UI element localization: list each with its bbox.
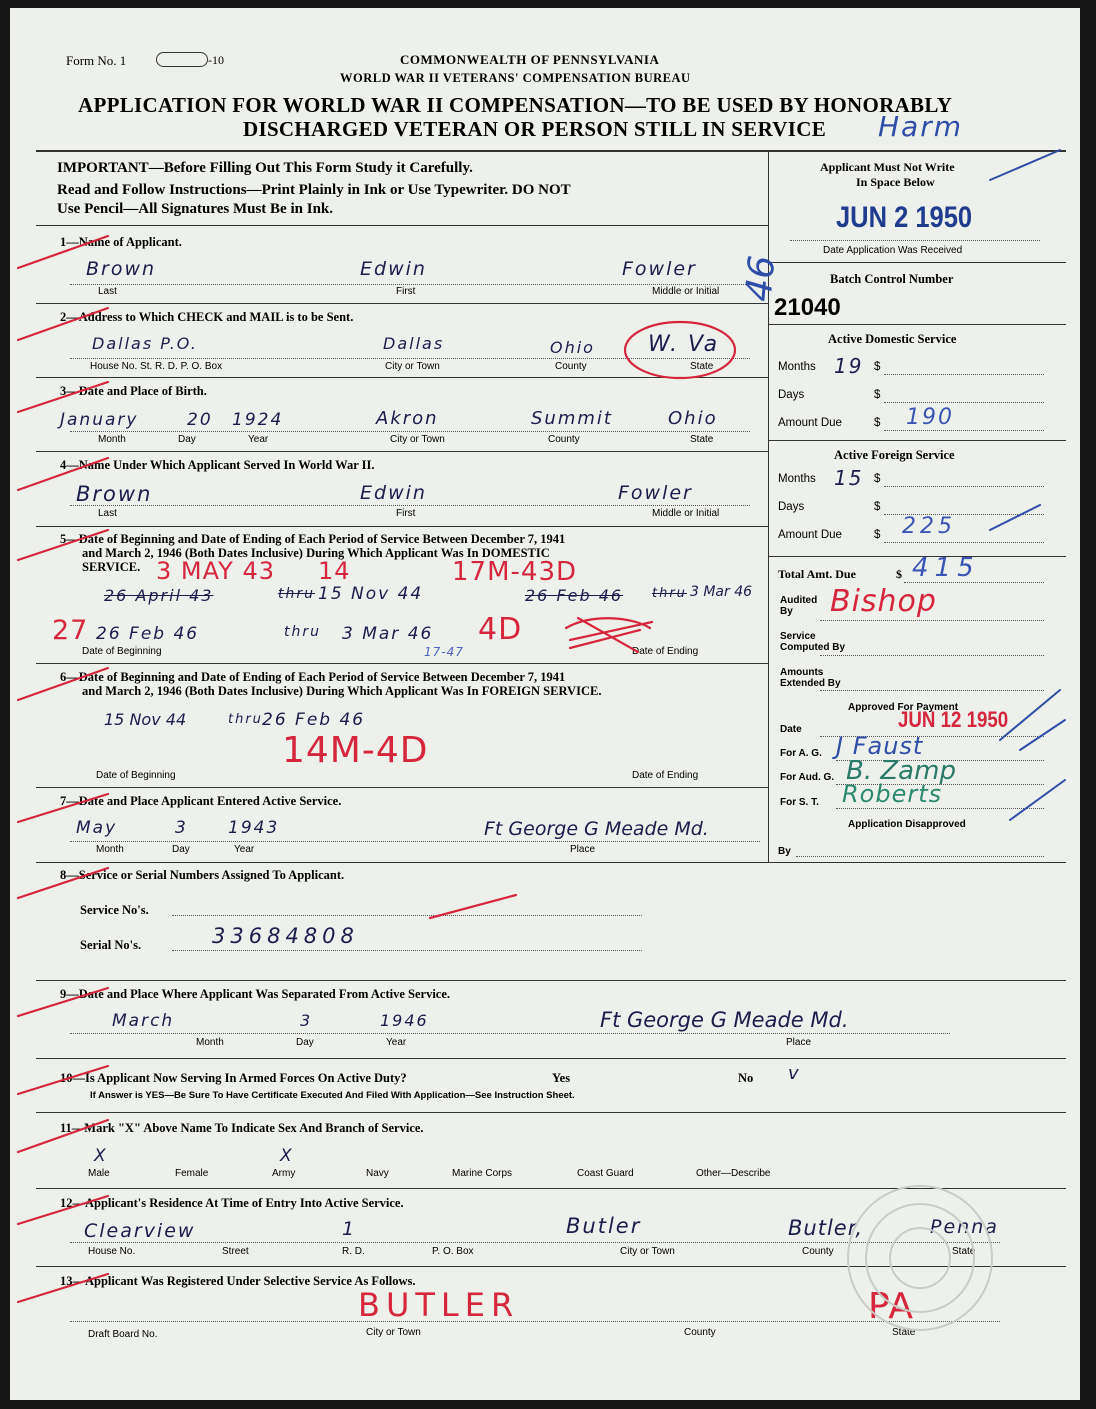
q8-label: 8—Service or Serial Numbers Assigned To Applicant. bbox=[60, 868, 345, 882]
dom-amount-label: Amount Due bbox=[778, 417, 842, 429]
q13-caption-city: City or Town bbox=[366, 1327, 421, 1338]
audited-label: Audited bbox=[780, 595, 818, 606]
q12-street: 1 bbox=[342, 1218, 357, 1240]
q3-caption-year: Year bbox=[248, 434, 269, 445]
q7-day: 3 bbox=[175, 818, 188, 838]
st-signature: Roberts bbox=[842, 780, 943, 808]
dom-days-dollar: $ bbox=[874, 389, 881, 401]
computed-by-label: Computed By bbox=[780, 642, 845, 653]
check-mark-q12 bbox=[18, 1196, 108, 1224]
q11-male: Male bbox=[88, 1168, 110, 1179]
q3-label: 3—Date and Place of Birth. bbox=[60, 384, 207, 398]
q3-caption-county: County bbox=[548, 434, 580, 445]
q1-last-name: Brown bbox=[86, 258, 157, 280]
total-dollar: $ bbox=[896, 567, 902, 581]
q7-month: May bbox=[76, 818, 118, 838]
q3-city: Akron bbox=[376, 408, 439, 429]
check-mark-q4 bbox=[18, 458, 108, 490]
q13-caption-board: Draft Board No. bbox=[88, 1329, 158, 1340]
st-label: For S. T. bbox=[780, 797, 819, 808]
approved-date-stamp: JUN 12 1950 bbox=[898, 707, 1009, 732]
for-amount-value: 225 bbox=[902, 514, 956, 539]
q4-caption-first: First bbox=[396, 508, 416, 519]
q12-caption-county: County bbox=[802, 1246, 834, 1257]
computed-label: Service bbox=[780, 631, 816, 642]
sidebar-heading2: In Space Below bbox=[856, 175, 935, 189]
q4-first-name: Edwin bbox=[360, 482, 427, 504]
service-no-dash bbox=[430, 895, 516, 918]
q6-entry-thru: thru bbox=[228, 712, 263, 727]
total-label: Total Amt. Due bbox=[778, 567, 856, 581]
q11-male-mark: X bbox=[94, 1146, 108, 1166]
q5-entry2-begin: 26 Feb 46 bbox=[96, 624, 200, 644]
form-title-line1: APPLICATION FOR WORLD WAR II COMPENSATION—TO BE USED BY HONORABLY bbox=[78, 93, 953, 117]
q11-female: Female bbox=[175, 1168, 209, 1179]
q11-army-mark: X bbox=[280, 1146, 294, 1166]
q11-navy: Navy bbox=[366, 1168, 389, 1179]
q5-red-note1: 3 MAY 43 bbox=[156, 557, 275, 585]
commonwealth-heading: COMMONWEALTH OF PENNSYLVANIA bbox=[400, 52, 660, 67]
q2-caption-city: City or Town bbox=[385, 361, 440, 372]
q9-label: 9—Date and Place Where Applicant Was Separated From Active Service. bbox=[60, 987, 451, 1001]
dom-amount-dollar: $ bbox=[874, 417, 881, 429]
q13-state: PA bbox=[868, 1286, 915, 1327]
q6-label-line2: and March 2, 1946 (Both Dates Inclusive) During Which Applicant Was In FOREIGN SERVICE. bbox=[82, 684, 602, 698]
extended-label: Amounts bbox=[780, 667, 824, 678]
audited-by-label: By bbox=[780, 606, 793, 617]
for-amount-dollar: $ bbox=[874, 529, 881, 541]
margin-note: 46 bbox=[738, 253, 784, 304]
q7-caption-month: Month bbox=[96, 844, 124, 855]
q5-entry1b-end: 3 Mar 46 bbox=[690, 584, 753, 600]
q11-marine: Marine Corps bbox=[452, 1168, 513, 1179]
q9-caption-place: Place bbox=[786, 1037, 812, 1048]
batch-control-label: Batch Control Number bbox=[830, 272, 954, 286]
q7-caption-place: Place bbox=[570, 844, 596, 855]
q12-state: Penna bbox=[930, 1216, 999, 1238]
received-date-stamp: JUN 2 1950 bbox=[836, 201, 973, 234]
domestic-heading: Active Domestic Service bbox=[828, 332, 957, 346]
check-mark-q6 bbox=[18, 668, 108, 700]
q6-entry-begin: 15 Nov 44 bbox=[104, 710, 187, 729]
instructions-line1: IMPORTANT—Before Filling Out This Form Study it Carefully. bbox=[57, 160, 473, 176]
q5-entry1-begin: 26 April 43 bbox=[104, 586, 214, 605]
q1-caption-last: Last bbox=[98, 286, 117, 297]
check-mark-q5 bbox=[18, 530, 108, 560]
q13-caption-county: County bbox=[684, 1327, 716, 1338]
q6-caption-begin: Date of Beginning bbox=[96, 770, 176, 781]
q11-army: Army bbox=[272, 1168, 296, 1179]
q2-caption-house: House No. St. R. D. P. O. Box bbox=[90, 361, 223, 372]
bureau-heading: WORLD WAR II VETERANS' COMPENSATION BUREAU bbox=[340, 71, 691, 85]
corner-handwriting: Harm bbox=[878, 110, 963, 143]
q3-caption-day: Day bbox=[178, 434, 196, 445]
q10-no: No bbox=[738, 1071, 754, 1085]
sidebar-heading1: Applicant Must Not Write bbox=[820, 160, 955, 174]
q12-caption-po: P. O. Box bbox=[432, 1246, 474, 1257]
instructions-line3: Use Pencil—All Signatures Must Be in Ink. bbox=[57, 201, 333, 217]
q11-other: Other—Describe bbox=[696, 1168, 771, 1179]
ag-label: For A. G. bbox=[780, 748, 822, 759]
q5-entry2-end: 3 Mar 46 bbox=[342, 624, 434, 644]
disapproved-label: Application Disapproved bbox=[848, 819, 966, 830]
check-mark-q1 bbox=[18, 236, 108, 268]
q5-entry1b-thru: thru bbox=[652, 586, 687, 601]
q10-yes: Yes bbox=[552, 1071, 571, 1085]
q3-caption-state: State bbox=[690, 434, 714, 445]
for-amount-label: Amount Due bbox=[778, 529, 842, 541]
q6-label-line1: 6—Date of Beginning and Date of Ending of Each Period of Service Between December 7, 1941 bbox=[60, 670, 566, 684]
check-mark-q13 bbox=[18, 1274, 108, 1302]
q1-caption-first: First bbox=[396, 286, 416, 297]
q9-place: Ft George G Meade Md. bbox=[600, 1008, 849, 1032]
q10-no-mark: v bbox=[788, 1063, 801, 1084]
q10-label: 10—Is Applicant Now Serving In Armed Forces On Active Duty? bbox=[60, 1071, 407, 1085]
q12-caption-street: Street bbox=[222, 1246, 249, 1257]
q2-house: Dallas P.O. bbox=[92, 334, 198, 353]
q13-city: BUTLER bbox=[358, 1286, 520, 1324]
q2-county: Ohio bbox=[550, 338, 595, 357]
approved-date-label: Date bbox=[780, 724, 802, 735]
check-mark-q2 bbox=[18, 308, 108, 340]
q2-state: W. Va bbox=[648, 332, 720, 357]
dom-amount-value: 190 bbox=[906, 405, 954, 430]
total-value: 415 bbox=[912, 553, 980, 583]
dom-months-label: Months bbox=[778, 361, 816, 373]
q12-caption-city: City or Town bbox=[620, 1246, 675, 1257]
batch-control-number: 21040 bbox=[774, 294, 841, 321]
q13-label: 13—Applicant Was Registered Under Selective Service As Follows. bbox=[60, 1274, 416, 1288]
q3-state: Ohio bbox=[668, 408, 718, 429]
q10-note: If Answer is YES—Be Sure To Have Certificate Executed And Filed With Application—See Instruction Sheet. bbox=[90, 1090, 575, 1101]
q8-serial-number: 33684808 bbox=[212, 924, 359, 948]
dom-months-value: 19 bbox=[834, 354, 864, 378]
q2-caption-state: State bbox=[690, 361, 714, 372]
form-suffix: -10 bbox=[208, 53, 224, 67]
for-months-label: Months bbox=[778, 473, 816, 485]
q9-caption-day: Day bbox=[296, 1037, 314, 1048]
date-received-label: Date Application Was Received bbox=[823, 245, 963, 256]
q5-caption-begin: Date of Beginning bbox=[82, 646, 162, 657]
q12-caption-state: State bbox=[952, 1246, 976, 1257]
q4-label: 4—Name Under Which Applicant Served In World War II. bbox=[60, 458, 375, 472]
q7-year: 1943 bbox=[228, 818, 280, 838]
q7-place: Ft George G Meade Md. bbox=[484, 818, 709, 840]
q4-middle-name: Fowler bbox=[618, 482, 693, 504]
state-circle bbox=[625, 322, 735, 378]
q5-blue-note: 17-47 bbox=[424, 645, 464, 659]
q8-serial-label: Serial No's. bbox=[80, 938, 142, 952]
q12-county: Butler, bbox=[788, 1216, 864, 1240]
q12-house: Clearview bbox=[84, 1220, 196, 1242]
q6-entry-end: 26 Feb 46 bbox=[262, 710, 366, 730]
foreign-heading: Active Foreign Service bbox=[834, 448, 955, 462]
extended-by-label: Extended By bbox=[780, 678, 841, 689]
q4-caption-middle: Middle or Initial bbox=[652, 508, 720, 519]
for-days-label: Days bbox=[778, 501, 805, 513]
audited-by-signature: Bishop bbox=[830, 584, 937, 619]
approved-label: Approved For Payment bbox=[848, 702, 959, 713]
q5-red-note2: 14 bbox=[318, 557, 351, 585]
q8-service-label: Service No's. bbox=[80, 903, 149, 917]
check-mark-q9 bbox=[18, 988, 108, 1016]
q5-label-line1: 5—Date of Beginning and Date of Ending of Each Period of Service Between December 7, 1941 bbox=[60, 532, 566, 546]
aud-g-label: For Aud. G. bbox=[780, 772, 835, 783]
q5-label-line2: and March 2, 1946 (Both Dates Inclusive) During Which Applicant Was In DOMESTIC bbox=[82, 546, 550, 560]
q1-label: 1—Name of Applicant. bbox=[60, 235, 182, 249]
q5-label-line3: SERVICE. bbox=[82, 560, 141, 574]
q9-month: March bbox=[112, 1011, 175, 1031]
embossed-seal-icon bbox=[848, 1186, 992, 1330]
q11-label: 11—Mark "X" Above Name To Indicate Sex And Branch of Service. bbox=[60, 1121, 424, 1135]
q6-caption-end: Date of Ending bbox=[632, 770, 699, 781]
q5-entry2-red-end: 4D bbox=[478, 612, 523, 647]
q3-year: 1924 bbox=[232, 410, 284, 430]
q5-entry1b-begin: 26 Feb 46 bbox=[525, 586, 624, 605]
check-mark-q7 bbox=[18, 794, 108, 822]
q3-day: 20 bbox=[187, 410, 213, 430]
q12-label: 12—Applicant's Residence At Time of Entry Into Active Service. bbox=[60, 1196, 404, 1210]
disapproved-by-label: By bbox=[778, 846, 791, 857]
q3-month: January bbox=[60, 410, 139, 430]
q5-entry2-red: 27 bbox=[52, 615, 89, 646]
q13-caption-state: State bbox=[892, 1327, 916, 1338]
check-mark-q8 bbox=[18, 868, 108, 898]
dom-months-dollar: $ bbox=[874, 361, 881, 373]
q12-caption-house: House No. bbox=[88, 1246, 136, 1257]
ag-signature: J Faust bbox=[836, 732, 924, 760]
q2-label: 2—Address to Which CHECK and MAIL is to be Sent. bbox=[60, 310, 354, 324]
dom-days-label: Days bbox=[778, 389, 805, 401]
q7-caption-year: Year bbox=[234, 844, 255, 855]
check-mark-q3 bbox=[18, 382, 108, 412]
q7-label: 7—Date and Place Applicant Entered Active Service. bbox=[60, 794, 342, 808]
for-months-value: 15 bbox=[834, 466, 864, 490]
scribble-icon bbox=[566, 618, 652, 652]
q4-last-name: Brown bbox=[76, 482, 153, 506]
instructions-line2: Read and Follow Instructions—Print Plainly in Ink or Use Typewriter. DO NOT bbox=[57, 182, 571, 198]
check-mark-q11 bbox=[18, 1120, 108, 1152]
q1-caption-middle: Middle or Initial bbox=[652, 286, 720, 297]
q7-caption-day: Day bbox=[172, 844, 190, 855]
q9-day: 3 bbox=[300, 1011, 313, 1030]
q3-county: Summit bbox=[531, 408, 613, 429]
q5-red-note3: 17M-43D bbox=[452, 557, 578, 587]
q2-city: Dallas bbox=[383, 334, 445, 353]
for-months-dollar: $ bbox=[874, 473, 881, 485]
q12-city: Butler bbox=[566, 1214, 642, 1238]
form-number: Form No. 1 bbox=[66, 53, 127, 68]
q4-caption-last: Last bbox=[98, 508, 117, 519]
q9-year: 1946 bbox=[380, 1011, 429, 1030]
q2-caption-county: County bbox=[555, 361, 587, 372]
q9-caption-year: Year bbox=[386, 1037, 407, 1048]
q9-caption-month: Month bbox=[196, 1037, 224, 1048]
q1-middle-name: Fowler bbox=[622, 258, 697, 280]
q1-first-name: Edwin bbox=[360, 258, 427, 280]
for-days-dollar: $ bbox=[874, 501, 881, 513]
check-mark-q10 bbox=[18, 1066, 108, 1094]
q5-caption-end: Date of Ending bbox=[632, 646, 699, 657]
q11-coast-guard: Coast Guard bbox=[577, 1168, 634, 1179]
q6-red-note: 14M-4D bbox=[282, 730, 429, 771]
q3-caption-city: City or Town bbox=[390, 434, 445, 445]
form-title-line2: DISCHARGED VETERAN OR PERSON STILL IN SERVICE bbox=[243, 117, 827, 141]
q12-caption-rd: R. D. bbox=[342, 1246, 365, 1257]
q3-caption-month: Month bbox=[98, 434, 126, 445]
aud-g-signature: B. Zamp bbox=[846, 756, 956, 786]
q5-entry1-end: 15 Nov 44 bbox=[318, 584, 424, 604]
q5-entry2-thru: thru bbox=[284, 624, 321, 640]
q5-entry1-thru: thru bbox=[278, 586, 315, 602]
